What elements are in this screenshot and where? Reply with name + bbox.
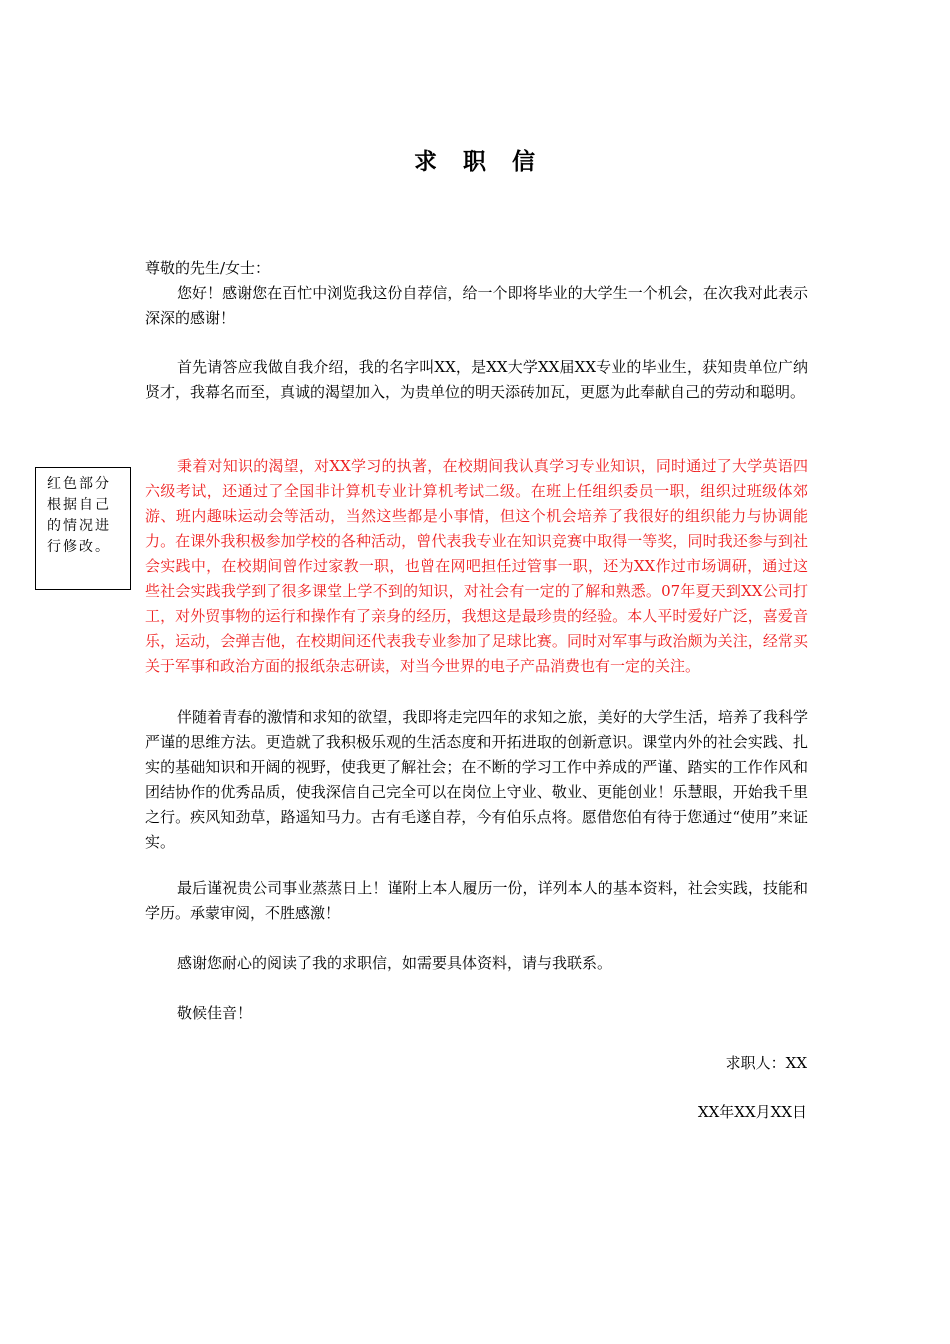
paragraph-contact: 感谢您耐心的阅读了我的求职信，如需要具体资料，请与我联系。 [177,954,613,972]
paragraph-aspirations: 伴随着青春的激情和求知的欲望，我即将走完四年的求知之旅，美好的大学生活，培养了我科学严谨的思维方法。更造就了我积极乐观的生活态度和开拓进取的创新意识。课堂内外的社会实践、扎实的基础知识和开阔的视野，使我更了解社会；在不断的学习工作中养成的严谨、踏实的工作作风和团结协作的优秀品质，使我深信自己完全可以在岗位上守业、敬业、更能创业！乐慧眼，开始我千里之行。疾风知劲草，路遥知马力。古有毛遂自荐，今有伯乐点将。愿借您伯有待于您通过“使用”来证实。 [145,708,808,851]
page-title: 求 职 信 [413,149,544,175]
paragraph-self-introduction: 首先请答应我做自我介绍，我的名字叫XX，是XX大学XX届XX专业的毕业生，获知贵单位广纳贤才，我幕名而至，真诚的渴望加入，为贵单位的明天添砖加瓦，更愿为此奉献自己的劳动和聪明。 [145,358,808,401]
side-note-box: 红色部分根据自己的情况进行修改。 [35,467,131,590]
paragraph-closing-wishes: 最后谨祝贵公司事业蒸蒸日上！谨附上本人履历一份，详列本人的基本资料，社会实践，技能和学历。承蒙审阅，不胜感激！ [145,879,808,922]
paragraph-sign-off: 敬候佳音！ [177,1004,253,1022]
greeting: 尊敬的先生/女士： [145,259,271,277]
paragraph-editable-experience: 秉着对知识的渴望，对XX学习的执著，在校期间我认真学习专业知识，同时通过了大学英语四六级考试，还通过了全国非计算机专业计算机考试二级。在班上任组织委员一职，组织过班级体郊游、班内趣味运动会等活动，当然这些都是小事情，但这个机会培养了我很好的组织能力与协调能力。在课外我积极参加学校的各种活动，曾代表我专业在知识竞赛中取得一等奖，同时我还参与到社会实践中，在校期间曾作过家教一职，也曾在网吧担任过管事一职，还为XX作过市场调研，通过这些社会实践我学到了很多课堂上学不到的知识，对社会有一定的了解和熟悉。07年夏天到XX公司打工，对外贸事物的运行和操作有了亲身的经历，我想这是最珍贵的经验。本人平时爱好广泛，喜爱音乐，运动，会弹吉他，在校期间还代表我专业参加了足球比赛。同时对军事与政治颇为关注，经常买关于军事和政治方面的报纸杂志研读，对当今世界的电子产品消费也有一定的关注。 [145,457,808,675]
letter-date: XX年XX月XX日 [697,1103,807,1121]
paragraph-intro-thanks: 您好！感谢您在百忙中浏览我这份自荐信，给一个即将毕业的大学生一个机会，在次我对此表示深深的感谢！ [145,284,808,327]
signature: 求职人：XX [725,1054,807,1072]
